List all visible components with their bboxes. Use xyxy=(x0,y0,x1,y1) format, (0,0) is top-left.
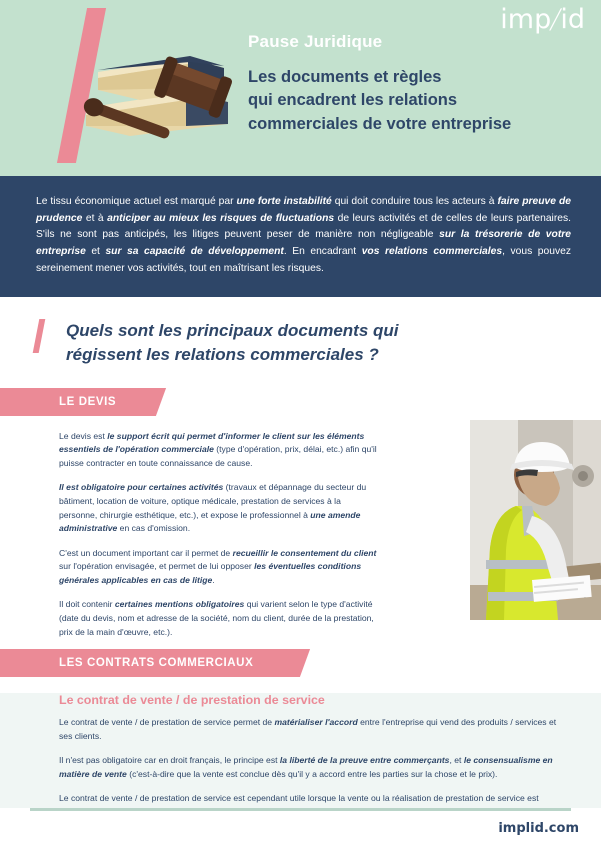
headline-line-3: commerciales de votre entreprise xyxy=(248,114,512,133)
footer-website-url: implid.com xyxy=(498,821,579,836)
question-section xyxy=(0,297,601,387)
devis-paragraph: Il est obligatoire pour certaines activités (travaux et dépannage du secteur du bâtiment, location de voiture, optique médicale, prestation de services à la personne, chirurgie esthétique, etc.), et expose le professionnel à une amende administrative en cas d'omission. xyxy=(59,482,367,534)
question-title xyxy=(66,319,571,367)
header-kicker: Pause Juridique xyxy=(248,32,383,51)
intro-paragraph: Le tissu économique actuel est marqué par une forte instabilité qui doit conduire tous les acteurs à faire preuve de prudence et à anticiper au mieux les risques de fluctuations de leurs activités et de celles de leurs partenaires. S'ils ne sont pas anticipés, les litiges peuvent peser de manière non négligeable sur la trésorerie de votre entreprise et sur sa capacité de développement. En encadrant vos relations commerciales, vous pouvez sereinement mener vos activités, tout en maîtrisant les risques. xyxy=(36,196,572,274)
ribbon-le-devis xyxy=(0,388,148,416)
headline-line-1: Les documents et règles xyxy=(248,68,442,86)
contrats-paragraph: Le contrat de vente / de prestation de service est cependant utile lorsque la vente ou la réalisation de prestation de service est xyxy=(59,793,539,804)
page-footer xyxy=(0,808,601,850)
devis-paragraph: Le devis est le support écrit qui permet d'informer le client sur les éléments essentiels de l'opération commerciale (type d'opération, prix, délai, etc.) afin qu'il puisse contracter en toute connaissance de cause. xyxy=(59,430,377,468)
header-headline xyxy=(248,66,588,136)
question-line-2: régissent les relations commerciales ? xyxy=(66,345,379,365)
implid-logo xyxy=(500,6,585,33)
devis-paragraph: C'est un document important car il permet de recueillir le consentement du client sur l'opération envisagée, et permet de lui opposer les éventuelles conditions générales applicables en cas de litige. xyxy=(59,547,377,585)
headline-line-2: qui encadrent les relations xyxy=(248,91,458,110)
logo-prefix: imp xyxy=(500,4,552,35)
question-slash-accent xyxy=(33,319,46,353)
contrats-paragraph: Il n'est pas obligatoire car en droit français, le principe est la liberté de la preuve entre commerçants, et le consensualisme en matière de vente (c'est-à-dire que la vente est conclue dès qu'il y a accord entre les parties sur la chose et le prix). xyxy=(59,755,553,779)
footer-divider xyxy=(30,808,571,811)
header-banner xyxy=(0,0,601,176)
logo-slash: / xyxy=(547,4,564,35)
question-line-1: Quels sont les principaux documents qui xyxy=(66,321,399,341)
contrats-paragraph: Le contrat de vente / de prestation de service permet de matérialiser l'accord entre l'entreprise qui vend des produits / services et ses clients. xyxy=(59,717,557,741)
intro-panel xyxy=(0,176,601,297)
devis-text-body xyxy=(0,416,380,650)
devis-paragraph: Il doit contenir certaines mentions obligatoires qui varient selon le type d'activité (date du devis, nom et adresse de la société, nom du client, durée de la prestation, prix de la main d'œuvre, etc.). xyxy=(59,599,374,637)
gavel-and-law-books-icon xyxy=(78,30,238,155)
ribbon-label-contrats: LES CONTRATS COMMERCIAUX xyxy=(59,657,254,670)
contrats-sub-heading: Le contrat de vente / de prestation de service xyxy=(59,693,325,708)
devis-section xyxy=(0,416,601,650)
ribbon-label-devis: LE DEVIS xyxy=(59,395,117,408)
logo-suffix: id xyxy=(560,4,585,35)
header-text-block xyxy=(248,32,588,136)
ribbon-les-contrats-commerciaux xyxy=(0,649,292,677)
contrats-text-body xyxy=(0,716,601,819)
construction-worker-writing-on-clipboard-photo xyxy=(470,420,601,620)
